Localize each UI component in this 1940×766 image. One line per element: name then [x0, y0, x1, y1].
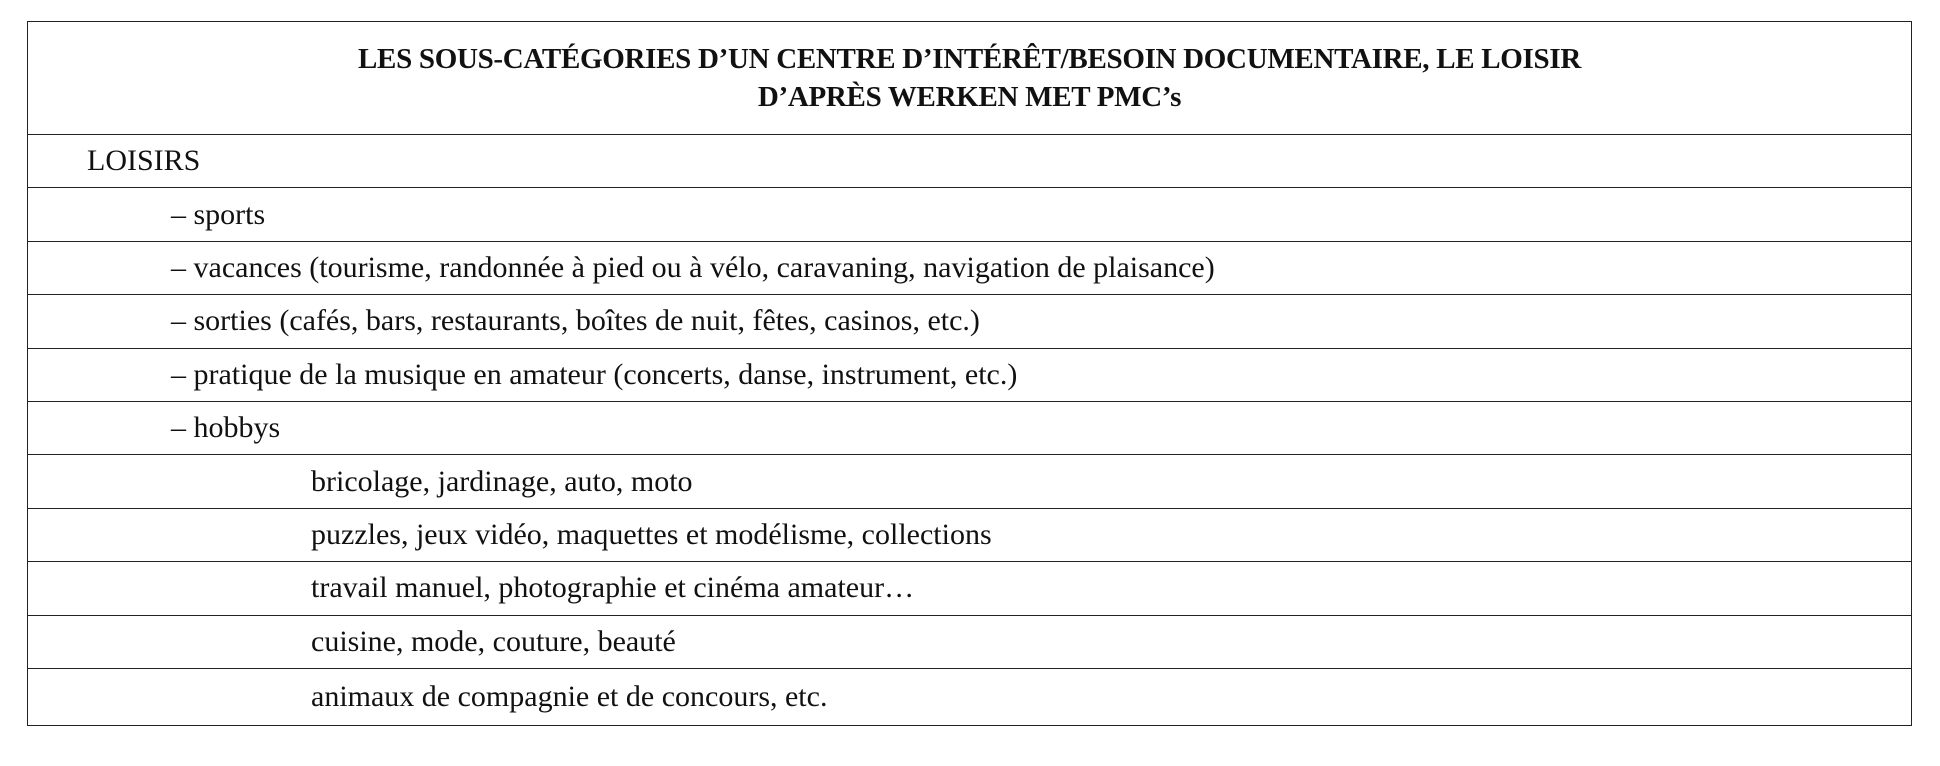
row-text: – sports [171, 197, 266, 231]
row-text: travail manuel, photographie et cinéma amateur… [311, 571, 915, 605]
row-text: animaux de compagnie et de concours, etc. [311, 679, 828, 713]
table-row [28, 188, 1911, 241]
row-text: – vacances (tourisme, randonnée à pied ou à vélo, caravaning, navigation de plaisance) [171, 250, 1215, 284]
table-row [28, 135, 1911, 188]
row-text: puzzles, jeux vidéo, maquettes et modélisme, collections [311, 517, 992, 551]
table-row [28, 669, 1911, 725]
table-row [28, 509, 1911, 562]
row-text: LOISIRS [87, 144, 201, 178]
table-row [28, 402, 1911, 455]
table-row [28, 349, 1911, 402]
table-title [28, 22, 1911, 135]
table-row [28, 562, 1911, 615]
row-text: cuisine, mode, couture, beauté [311, 624, 676, 658]
table-title-line-2: D’APRÈS WERKEN MET PMC’s [757, 81, 1182, 113]
row-text: – pratique de la musique en amateur (concerts, danse, instrument, etc.) [171, 357, 1018, 391]
row-text: – sorties (cafés, bars, restaurants, boîtes de nuit, fêtes, casinos, etc.) [171, 304, 980, 338]
table-row [28, 616, 1911, 669]
table-row [28, 455, 1911, 508]
categories-table [27, 21, 1912, 726]
row-text: – hobbys [171, 411, 281, 445]
table-row [28, 242, 1911, 295]
row-text: bricolage, jardinage, auto, moto [311, 464, 693, 498]
table-title-line-1: LES SOUS-CATÉGORIES D’UN CENTRE D’INTÉRÊT/BESOIN DOCUMENTAIRE, LE LOISIR [358, 43, 1581, 75]
table-row [28, 295, 1911, 348]
